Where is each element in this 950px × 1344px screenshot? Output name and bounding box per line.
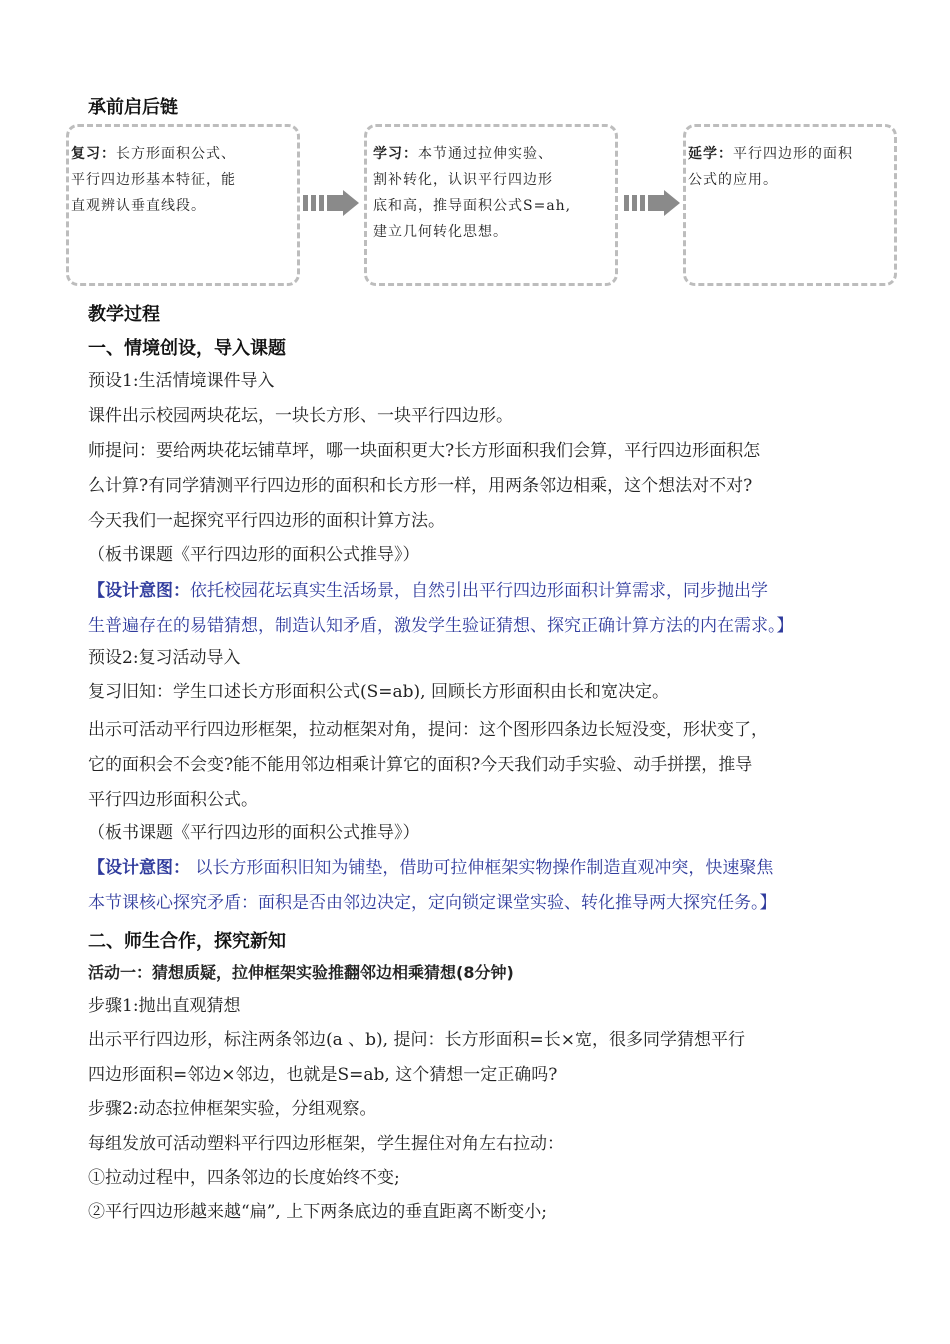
observation-1: ①拉动过程中，四条邻边的长度始终不变; (88, 1168, 400, 1188)
preset2-title: 预设2:复习活动导入 (88, 648, 241, 668)
learn-box (364, 124, 618, 286)
step1-line-1: 出示平行四边形，标注两条邻边(a 、b), 提问：长方形面积=长×宽，很多同学猜想平行 (88, 1030, 745, 1050)
design-intent-1-tag: 【设计意图： (88, 581, 190, 601)
paragraph-3: 复习旧知：学生口述长方形面积公式(S=ab), 回顾长方形面积由长和宽决定。 (88, 682, 669, 702)
design-intent-1-text: 依托校园花坛真实生活场景，自然引出平行四边形面积计算需求，同步抛出学 (190, 581, 768, 601)
review-line-3: 直观辨认垂直线段。 (71, 198, 206, 214)
step1-title: 步骤1:抛出直观猜想 (88, 996, 241, 1016)
preset1-title: 预设1:生活情境课件导入 (88, 371, 275, 391)
step2-paragraph: 每组发放可活动塑料平行四边形框架，学生握住对角左右拉动： (88, 1134, 564, 1154)
paragraph-2-line-1: 师提问：要给两块花坛铺草坪，哪一块面积更大?长方形面积我们会算，平行四边形面积怎 (88, 441, 761, 461)
section2-title: 二、师生合作，探究新知 (88, 931, 286, 952)
learn-line-1: 本节通过拉伸实验、 (418, 146, 553, 162)
board-title-1: （板书课题《平行四边形的面积公式推导》） (88, 545, 420, 565)
design-intent-2-line-1 (88, 851, 773, 886)
extend-box (683, 124, 897, 286)
doc-title: 教学过程 (88, 304, 160, 325)
step1-line-2: 四边形面积=邻边×邻边，也就是S=ab, 这个猜想一定正确吗? (88, 1065, 558, 1085)
extend-line-1: 平行四边形的面积 (733, 146, 853, 162)
review-line-1: 长方形面积公式、 (116, 146, 236, 162)
design-intent-2-line-2: 本节课核心探究矛盾：面积是否由邻边决定，定向锁定课堂实验、转化推导两大探究任务。】 (88, 893, 777, 913)
review-box (66, 124, 300, 286)
forward-arrow-icon (622, 190, 680, 216)
design-intent-2-tag: 【设计意图： (88, 858, 190, 878)
design-intent-2-text: 以长方形面积旧知为铺垫，借助可拉伸框架实物操作制造直观冲突，快速聚焦 (190, 858, 774, 878)
extend-label: 延学： (688, 146, 733, 162)
activity1-title: 活动一：猜想质疑，拉伸框架实验推翻邻边相乘猜想(8分钟) (88, 963, 514, 982)
paragraph-2-line-2: 么计算?有同学猜测平行四边形的面积和长方形一样，用两条邻边相乘，这个想法对不对? (88, 476, 753, 496)
extend-line-2: 公式的应用。 (688, 172, 778, 188)
observation-2: ②平行四边形越来越“扁”, 上下两条底边的垂直距离不断变小; (88, 1202, 547, 1222)
learn-line-2: 割补转化，认识平行四边形 (373, 172, 553, 188)
review-line-2: 平行四边形基本特征，能 (71, 172, 236, 188)
section1-title: 一、情境创设，导入课题 (88, 338, 286, 359)
paragraph-4-line-2: 它的面积会不会变?能不能用邻边相乘计算它的面积?今天我们动手实验、动手拼摆，推导 (88, 755, 753, 775)
design-intent-1-line-2: 生普遍存在的易错猜想，制造认知矛盾，激发学生验证猜想、探究正确计算方法的内在需求。】 (88, 616, 794, 636)
learn-line-4: 建立几何转化思想。 (373, 224, 508, 240)
paragraph-2-line-3: 今天我们一起探究平行四边形的面积计算方法。 (88, 511, 445, 531)
flow-heading: 承前启后链 (88, 97, 178, 118)
paragraph-1: 课件出示校园两块花坛，一块长方形、一块平行四边形。 (88, 406, 513, 426)
board-title-2: （板书课题《平行四边形的面积公式推导》） (88, 823, 420, 843)
paragraph-4-line-1: 出示可活动平行四边形框架，拉动框架对角，提问：这个图形四条边长短没变，形状变了， (88, 720, 768, 740)
review-label: 复习： (71, 146, 116, 162)
design-intent-1-line-1 (88, 574, 768, 609)
step2-title: 步骤2:动态拉伸框架实验，分组观察。 (88, 1099, 377, 1119)
learn-box-text (373, 141, 571, 245)
learn-label: 学习： (373, 146, 418, 162)
review-box-text (71, 141, 236, 219)
extend-box-text (688, 141, 853, 193)
paragraph-4-line-3: 平行四边形面积公式。 (88, 790, 258, 810)
forward-arrow-icon (301, 190, 359, 216)
learn-line-3: 底和高，推导面积公式S=ah, (373, 198, 572, 214)
